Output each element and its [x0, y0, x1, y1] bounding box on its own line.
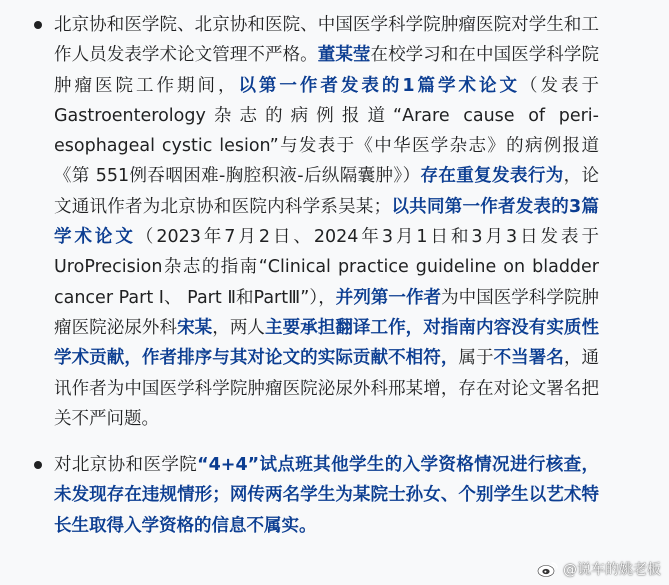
- text-segment: 在校学习和在中国医学科学院肿瘤医院工作期间，: [54, 45, 599, 96]
- highlight-improper-authorship: 不当署名: [493, 348, 564, 369]
- watermark: [537, 559, 661, 579]
- bullet-1-text: [54, 10, 599, 434]
- text-segment: ，两人: [212, 317, 266, 338]
- text-segment: （发表于Gastroenterology杂志的病例报道“Arare cause of peri- esophageal cystic lesion”与发表于《中华医学杂志》的病例报道《第 551例吞咽困难-胸腔积液-后纵隔囊肿》）: [54, 75, 599, 187]
- bullet-item-2: [0, 450, 669, 541]
- bullet-list: [0, 10, 669, 541]
- bullet-item-1: [0, 10, 669, 434]
- text-segment: ，论文通讯作者为北京协和医院内科学系吴某；: [54, 166, 600, 217]
- highlight-first-author-paper: 以第一作者发表的1篇学术论文: [238, 75, 521, 96]
- highlight-co-first-author-papers: 以共同第一作者发表的3篇学术论文: [54, 196, 599, 248]
- highlight-name-dong: 董某莹: [317, 45, 371, 66]
- bullet-dot-icon: [34, 21, 42, 29]
- text-segment: （2023年7月2日、2024年3月1日和3月3日发表于UroPrecision杂志的指南“Clinical practice guideline on bladder cancer Part Ⅰ、 Part Ⅱ和PartⅢ”），: [54, 227, 599, 308]
- bullet-2-text: [54, 450, 599, 541]
- watermark-text: @说车的姚老板: [563, 562, 661, 578]
- highlight-admission-check: “4+4”试点班其他学生的入学资格情况进行核查，未发现存在违规情形；网传两名学生为某院士孙女、个别学生以艺术特长生取得入学资格的信息不属实。: [54, 455, 599, 536]
- highlight-name-song: 宋某: [177, 317, 213, 338]
- bullet-dot-icon: [34, 461, 42, 469]
- highlight-duplicate-publication: 存在重复发表行为: [420, 166, 564, 187]
- weibo-logo-icon: [537, 560, 559, 578]
- text-segment: 为中国医学科学院肿瘤医院泌尿外科: [54, 287, 600, 338]
- highlight-translation-only: 主要承担翻译工作，对指南内容没有实质性学术贡献，作者排序与其对论文的实际贡献不相符，: [54, 317, 600, 369]
- text-segment: ，通讯作者为中国医学科学院肿瘤医院泌尿外科邢某增，存在对论文署名把关不严问题。: [54, 348, 600, 429]
- text-segment: 属于: [458, 348, 494, 369]
- text-segment: 对北京协和医学院: [54, 455, 198, 476]
- highlight-joint-first-author: 并列第一作者: [335, 287, 442, 308]
- text-segment: 北京协和医学院、北京协和医院、中国医学科学院肿瘤医院对学生和工作人员发表学术论文管理不严格。: [54, 15, 599, 66]
